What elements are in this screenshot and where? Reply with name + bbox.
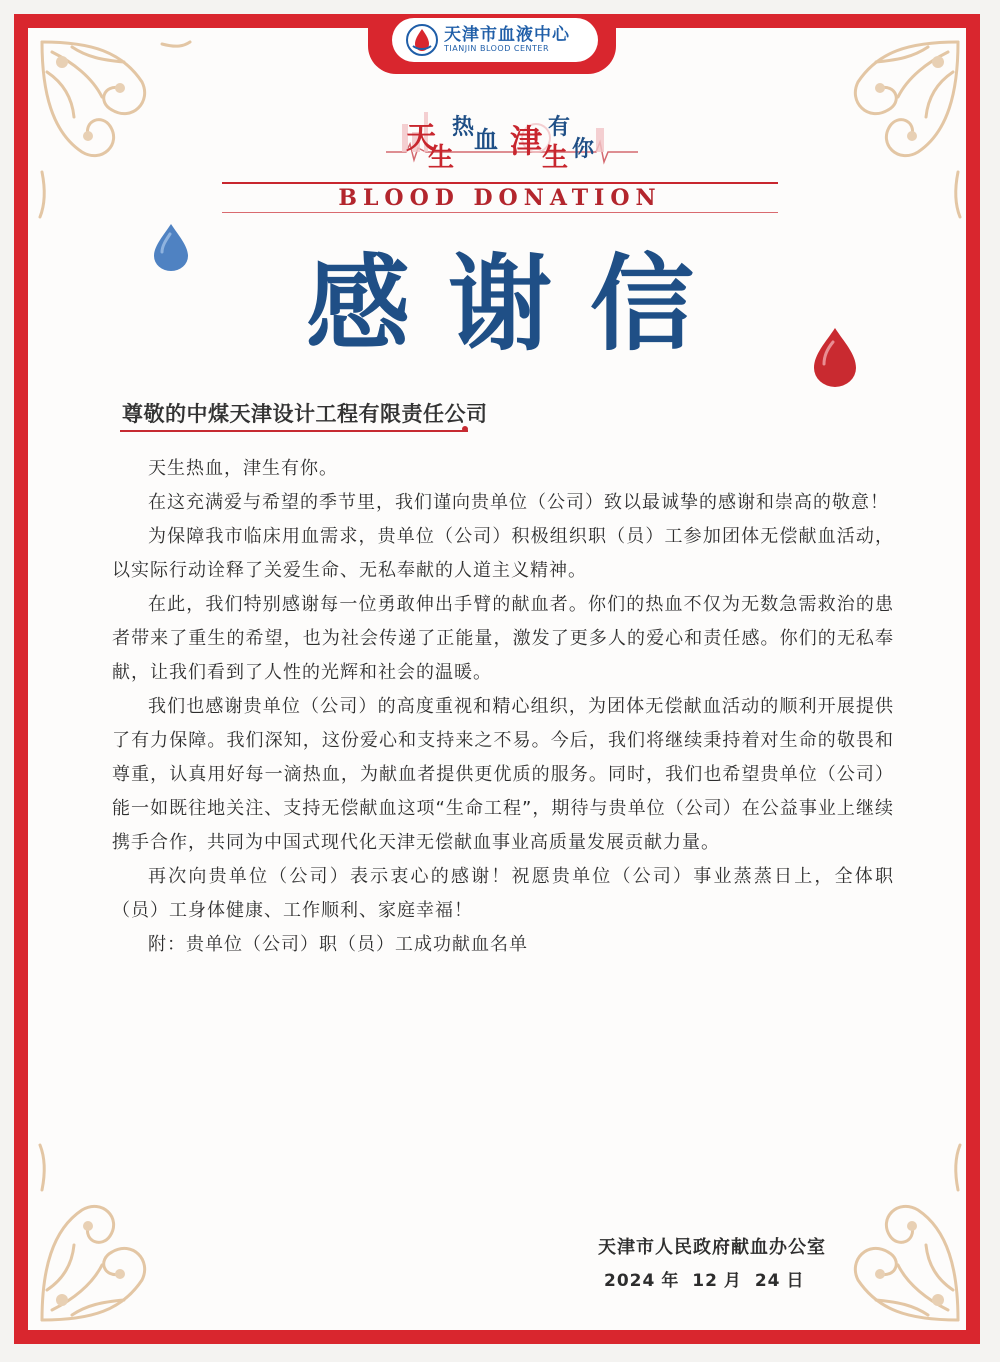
paragraph-thanks: 在这充满爱与希望的季节里，我们谨向贵单位（公司）致以最诚挚的感谢和崇高的敬意！ [148, 492, 889, 513]
corner-ornament-top-left [32, 32, 192, 222]
date-month: 12 [692, 1271, 718, 1291]
letter-body [112, 452, 894, 962]
letter-title: 感谢信 [305, 243, 732, 365]
slogan-char-tian: 天 [406, 121, 436, 156]
blood-drop-logo-icon [406, 24, 438, 56]
corner-ornament-bottom-left [32, 1140, 192, 1330]
paragraph-donors: 在此，我们特别感谢每一位勇敢伸出手臂的献血者。你们的热血不仅为无数急需救治的患者带来了重生的希望，也为社会传递了正能量，激发了更多人的爱心和责任感。你们的无私奉献，让我们看到了人性的光辉和社会的温暖。 [112, 594, 894, 683]
corner-ornament-bottom-right [808, 1140, 968, 1330]
slogan-artwork [366, 104, 646, 174]
date-day: 24 [754, 1271, 781, 1291]
banner-rule-bottom [222, 212, 778, 213]
signing-organization: 天津市人民政府献血办公室 [598, 1237, 826, 1258]
slogan-char-sheng-2: 生 [542, 143, 569, 173]
recipient-name: 尊敬的中煤天津设计工程有限责任公司 [122, 402, 488, 426]
slogan-char-you: 有 [548, 114, 571, 140]
slogan-char-sheng: 生 [428, 143, 455, 173]
blood-donation-banner: BLOOD DONATION [338, 185, 662, 211]
signing-date [604, 1266, 811, 1291]
slogan-char-xue: 血 [474, 125, 498, 154]
logo-english-name: TIANJIN BLOOD CENTER [444, 44, 550, 53]
paragraph-organization: 为保障我市临床用血需求，贵单位（公司）积极组织职（员）工参加团体无偿献血活动，以实际行动诠释了关爱生命、无私奉献的人道主义精神。 [112, 526, 894, 581]
paragraph-commitment: 我们也感谢贵单位（公司）的高度重视和精心组织，为团体无偿献血活动的顺利开展提供了有力保障。我们深知，这份爱心和支持来之不易。今后，我们将继续秉持着对生命的敬畏和尊重，认真用好每一滴热血，为献血者提供更优质的服务。同时，我们也希望贵单位（公司）能一如既往地关注、支持无偿献血这项“生命工程”，期待与贵单位（公司）在公益事业上继续携手合作，共同为中国式现代化天津无偿献血事业高质量发展贡献力量。 [112, 696, 894, 853]
date-day-unit: 日 [786, 1271, 805, 1291]
date-month-unit: 月 [723, 1271, 742, 1291]
date-year-unit: 年 [661, 1271, 680, 1291]
date-year: 2024 [604, 1271, 656, 1291]
slogan-char-ni: 你 [572, 136, 595, 162]
blood-center-logo [392, 18, 598, 62]
recipient-underline [120, 430, 468, 432]
corner-ornament-top-right [808, 32, 968, 222]
recipient-underline-dot [462, 426, 468, 432]
paragraph-closing: 再次向贵单位（公司）表示衷心的感谢！祝愿贵单位（公司）事业蒸蒸日上，全体职（员）工身体健康、工作顺利、家庭幸福！ [112, 866, 894, 921]
paragraph-attachment: 附：贵单位（公司）职（员）工成功献血名单 [148, 934, 528, 955]
paragraph-greeting: 天生热血，津生有你。 [148, 458, 338, 479]
logo-chinese-name: 天津市血液中心 [444, 25, 570, 45]
slogan-char-jin: 津 [510, 122, 543, 160]
slogan-char-re: 热 [452, 114, 475, 140]
